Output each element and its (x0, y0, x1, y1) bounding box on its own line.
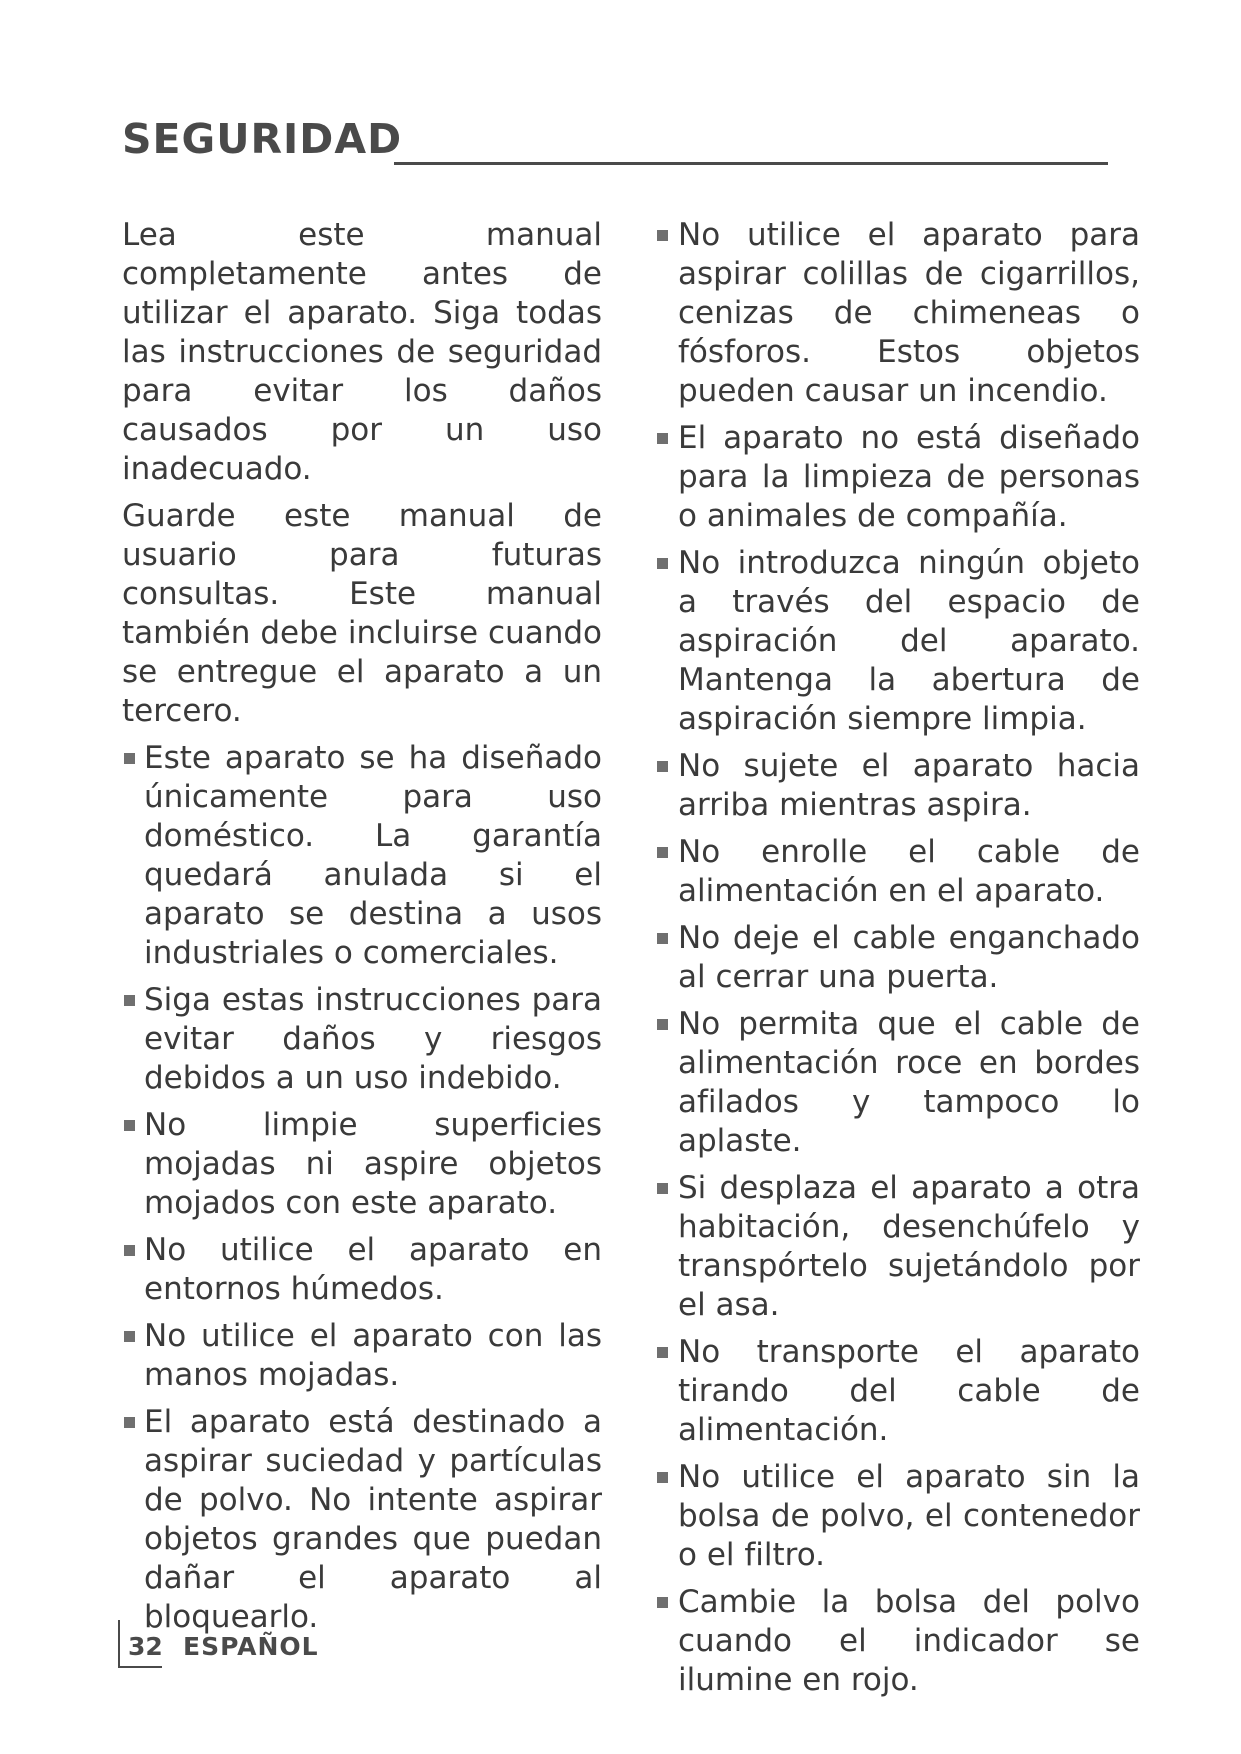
safety-item (655, 833, 1140, 911)
safety-item (655, 544, 1140, 739)
safety-item-text: No utilice el aparato en entornos húmedos. (144, 1232, 602, 1307)
safety-item-text: No utilice el aparato con las manos mojadas. (144, 1318, 602, 1393)
square-bullet-icon (124, 1120, 135, 1131)
square-bullet-icon (657, 1183, 668, 1194)
safety-item-text: Siga estas instrucciones para evitar daños y riesgos debidos a un uso indebido. (144, 982, 602, 1096)
square-bullet-icon (657, 1472, 668, 1483)
safety-item (122, 1106, 602, 1223)
safety-item-text: El aparato no está diseñado para la limpieza de personas o animales de compañía. (678, 420, 1140, 534)
square-bullet-icon (124, 1417, 135, 1428)
square-bullet-icon (657, 230, 668, 241)
safety-item-text: No sujete el aparato hacia arriba mientras aspira. (678, 748, 1140, 823)
page-number: 32 (128, 1632, 163, 1661)
square-bullet-icon (657, 558, 668, 569)
square-bullet-icon (124, 1331, 135, 1342)
square-bullet-icon (124, 753, 135, 764)
safety-item (655, 1583, 1140, 1700)
square-bullet-icon (657, 933, 668, 944)
square-bullet-icon (657, 761, 668, 772)
safety-item-text: Si desplaza el aparato a otra habitación, desenchúfelo y transpórtelo sujetándolo por el asa. (678, 1170, 1140, 1323)
square-bullet-icon (657, 847, 668, 858)
left-column (122, 216, 602, 1645)
safety-item-text: No introduzca ningún objeto a través del espacio de aspiración del aparato. Mantenga la abertura de aspiración siempre limpia. (678, 545, 1140, 737)
safety-item (122, 1317, 602, 1395)
footer-horizontal-rule (118, 1666, 162, 1668)
safety-item (655, 747, 1140, 825)
safety-item-text: No utilice el aparato sin la bolsa de polvo, el contenedor o el filtro. (678, 1459, 1140, 1573)
safety-item (655, 216, 1140, 411)
safety-item (655, 419, 1140, 536)
section-title: SEGURIDAD (122, 115, 403, 163)
safety-item-text: Este aparato se ha diseñado únicamente para uso doméstico. La garantía quedará anulada si el aparato se destina a usos industriales o comerciales. (144, 740, 602, 971)
safety-item (655, 1458, 1140, 1575)
square-bullet-icon (124, 1245, 135, 1256)
square-bullet-icon (657, 1347, 668, 1358)
safety-item (655, 1333, 1140, 1450)
footer-vertical-rule (118, 1620, 120, 1668)
safety-item-text: No limpie superficies mojadas ni aspire objetos mojados con este aparato. (144, 1107, 602, 1221)
footer-language: ESPAÑOL (183, 1632, 319, 1661)
safety-item-text: No transporte el aparato tirando del cable de alimentación. (678, 1334, 1140, 1448)
square-bullet-icon (657, 1597, 668, 1608)
safety-item (655, 1169, 1140, 1325)
safety-item-text: No utilice el aparato para aspirar colillas de cigarrillos, cenizas de chimeneas o fósforos. Estos objetos pueden causar un incendio. (678, 217, 1140, 409)
page-header (122, 114, 1108, 168)
safety-item (655, 919, 1140, 997)
safety-item (122, 739, 602, 973)
right-column (655, 216, 1140, 1708)
intro-paragraph: Lea este manual completamente antes de utilizar el aparato. Siga todas las instrucciones de seguridad para evitar los daños causados por un uso inadecuado. (122, 217, 602, 487)
keep-manual-paragraph: Guarde este manual de usuario para futuras consultas. Este manual también debe incluirse cuando se entregue el aparato a un tercero. (122, 498, 602, 729)
square-bullet-icon (657, 433, 668, 444)
safety-item (122, 1403, 602, 1637)
safety-item-text: El aparato está destinado a aspirar suciedad y partículas de polvo. No intente aspirar objetos grandes que puedan dañar el aparato al bloquearlo. (144, 1404, 602, 1635)
safety-item-text: Cambie la bolsa del polvo cuando el indicador se ilumine en rojo. (678, 1584, 1140, 1698)
square-bullet-icon (124, 995, 135, 1006)
safety-item-text: No enrolle el cable de alimentación en el aparato. (678, 834, 1140, 909)
safety-item (655, 1005, 1140, 1161)
safety-item-text: No deje el cable enganchado al cerrar una puerta. (678, 920, 1140, 995)
safety-item (122, 981, 602, 1098)
square-bullet-icon (657, 1019, 668, 1030)
safety-item-text: No permita que el cable de alimentación roce en bordes afilados y tampoco lo aplaste. (678, 1006, 1140, 1159)
header-rule (394, 162, 1108, 165)
safety-item (122, 1231, 602, 1309)
